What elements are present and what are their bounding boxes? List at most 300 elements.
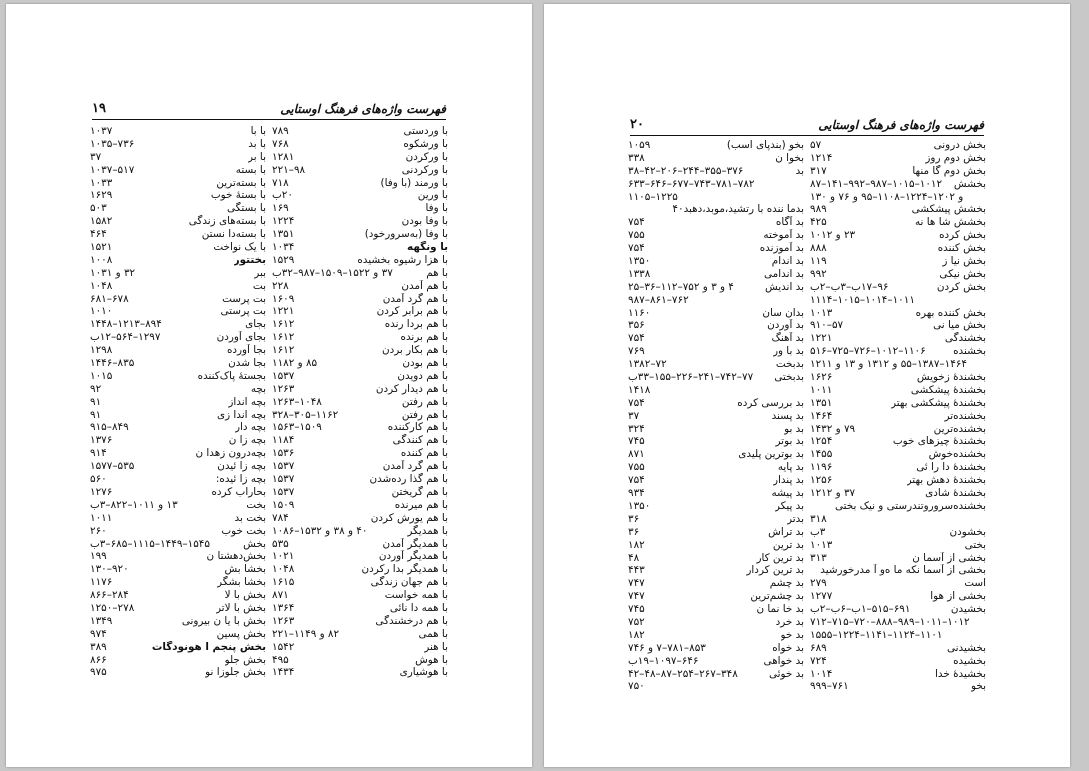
- entry-word: با هم بودن: [402, 357, 448, 370]
- entry-refs: ۸۵۳–۷۸۱–۷ و ۷۴۶: [628, 641, 706, 654]
- entry-word: بخشندهٔ شادی: [925, 487, 986, 500]
- entry-word: بخشش: [953, 177, 986, 190]
- entry-refs: ۳۷ و ۱۲۱۲: [810, 487, 856, 500]
- entry-refs: ۱۰۲۱: [272, 550, 295, 563]
- index-entry: [90, 628, 266, 641]
- index-entry: [628, 552, 804, 565]
- index-entry: [810, 255, 986, 268]
- entry-word: بد ترین: [772, 538, 804, 551]
- entry-refs: ۱۶۱۲: [272, 318, 295, 331]
- entry-word: بخش نیا ز: [942, 255, 986, 268]
- running-title: فهرست واژه‌های فرهنگ اوستایی: [818, 118, 984, 132]
- entry-refs: ۵۷: [810, 139, 822, 151]
- entry-word: بد پیشه: [771, 487, 804, 500]
- index-entry: [628, 616, 804, 629]
- entry-refs: ۱۰۱۱–۱۰۱۴–۱۰۱۵–۱۱۱۴: [810, 293, 915, 306]
- index-entry: [90, 331, 266, 344]
- entry-word: است: [964, 577, 986, 590]
- entry-refs: ۴۲۵: [810, 216, 827, 229]
- index-entry: [272, 305, 448, 318]
- entry-word: با همدیگر آمدن: [382, 537, 448, 550]
- entry-refs: ۱۰۱۲–۱۰۱۱–۹۸۹–۸۸۸–۷۲۰–۷۱۵–۷۱۲: [810, 615, 970, 628]
- entry-refs: ۷۵۵: [628, 461, 645, 474]
- entry-word: بچه دار: [234, 421, 266, 434]
- entry-refs: ۱۲۷۶: [90, 485, 113, 498]
- entry-word: با هنر: [424, 640, 448, 653]
- entry-refs: ۷۸۹: [272, 125, 289, 137]
- index-entry: [628, 590, 804, 603]
- entry-word: با هم: [426, 266, 448, 279]
- index-entry: [272, 641, 448, 654]
- entry-word: بخشودن: [949, 525, 986, 538]
- index-entry: [628, 384, 804, 397]
- entry-refs: ۱۵۰۹–۱۵۶۳: [272, 421, 322, 434]
- entry-refs: ۴۰ و ۳۸ و ۱۵۳۲–۱۰۸۶: [272, 524, 368, 537]
- index-entry: [628, 668, 804, 681]
- entry-refs: ۳۱۸: [810, 512, 827, 525]
- entry-word: بچه: [250, 382, 266, 395]
- entry-word: با ورشکوه: [403, 137, 448, 150]
- entry-refs: ۸۷۱: [628, 448, 645, 461]
- index-entry: [272, 151, 448, 164]
- entry-refs: ۷۵۲: [628, 615, 645, 628]
- entry-word: بخشندهٔ دهش بهتر: [906, 474, 986, 487]
- index-entry: [272, 125, 448, 138]
- index-entry: [628, 577, 804, 590]
- entry-refs: ۹۹۲: [810, 267, 827, 280]
- index-entry: [90, 228, 266, 241]
- entry-word: بخش دوم گا منها: [912, 164, 986, 177]
- index-entry: [810, 474, 986, 487]
- entry-refs: ۱۵۲۹: [272, 253, 295, 266]
- entry-word: با بسته‌دا نستن: [201, 228, 266, 241]
- index-entry: [810, 216, 986, 229]
- entry-refs: ۷۸۲–۷۸۱–۷۴۳–۶۷۷–۶۴۶–۶۳۳: [628, 177, 755, 190]
- entry-word: با هوش: [415, 653, 448, 666]
- entry-refs: ۱۸۲: [628, 538, 645, 551]
- index-entry: [810, 552, 986, 565]
- index-entry: [272, 164, 448, 177]
- entry-refs: ۱۰۱۰: [90, 305, 113, 318]
- entry-refs: ۷۶۱–۹۹۹: [810, 680, 849, 693]
- index-entry: [90, 177, 266, 190]
- entry-word: بدبختی: [774, 371, 804, 384]
- entry-word: بد خرد: [775, 615, 804, 628]
- entry-word: بخت خوب: [221, 524, 266, 537]
- index-entry: [90, 473, 266, 486]
- entry-refs: ۱۳۶۴: [272, 601, 295, 614]
- entry-word: بخشش شا ها نه: [914, 216, 986, 229]
- index-entry: [810, 332, 986, 345]
- entry-refs: ۹۱۴: [90, 447, 107, 460]
- index-entry: [90, 538, 266, 551]
- entry-word: بت پرست: [222, 292, 266, 305]
- index-entry: [628, 345, 804, 358]
- entry-word: بخشیده: [953, 654, 986, 667]
- index-entry: [628, 139, 804, 152]
- entry-refs: ۱۰۱۱: [90, 511, 113, 524]
- entry-refs: ۱۲۶۳: [272, 614, 295, 627]
- index-entry: [628, 319, 804, 332]
- index-entry: [628, 410, 804, 423]
- index-entry: [628, 513, 804, 526]
- index-entry: [628, 229, 804, 242]
- index-entry: [810, 668, 986, 681]
- entry-refs: ۷۴۷: [628, 590, 645, 603]
- entry-refs: ۱۰۱۵: [90, 369, 113, 382]
- page-number: ۲۰: [630, 117, 644, 132]
- index-entry: [628, 435, 804, 448]
- entry-refs: ۹۲: [90, 382, 102, 395]
- index-entry: [810, 410, 986, 423]
- entry-word: بخش نیکی: [939, 267, 986, 280]
- index-entry: [90, 344, 266, 357]
- index-entry: [90, 666, 266, 679]
- entry-word: بخت: [246, 498, 266, 511]
- entry-refs: ۲۷۸–۱۲۵۰: [90, 601, 135, 614]
- entry-word: بخش با لا: [224, 589, 266, 602]
- index-entry: [810, 487, 986, 500]
- index-entry: [628, 358, 804, 371]
- index-entry: [810, 281, 986, 294]
- entry-refs: ۱۰۳۴: [272, 241, 295, 254]
- entry-refs: ۳۷۶–۳۵۵–۲۴۴–۲۰۶–۴۲–۳۸: [628, 164, 744, 177]
- entry-word: بدبخت: [775, 358, 804, 371]
- entry-word: بخشنده‌ترین: [933, 422, 986, 435]
- entry-word: با ونگهه: [407, 241, 448, 254]
- index-entry: [272, 215, 448, 228]
- entry-refs: ۱۳۳۸: [628, 267, 651, 280]
- entry-refs: ۱۱۹۶: [810, 461, 833, 474]
- entry-refs: ۱۰۵۹: [628, 139, 651, 151]
- entry-refs: ۱۵۳۷: [272, 485, 295, 498]
- index-entry: [90, 215, 266, 228]
- entry-refs: ۱۰۳۷: [90, 125, 113, 137]
- index-entry: [628, 526, 804, 539]
- index-column-right: [272, 125, 448, 679]
- index-entry: [272, 550, 448, 563]
- page-number: ۱۹: [92, 101, 106, 116]
- index-entry: [628, 165, 804, 178]
- index-entry: [90, 512, 266, 525]
- entry-word: بحاراب کرده: [211, 485, 266, 498]
- entry-word: با وردستی: [403, 125, 448, 137]
- index-entry: [90, 383, 266, 396]
- entry-refs: ۱۰۱۳: [810, 306, 833, 319]
- index-entry: [628, 371, 804, 384]
- entry-word: با همدیگر آوردن: [378, 550, 448, 563]
- index-entry: [90, 602, 266, 615]
- entry-word: بجای آوردن: [216, 331, 266, 344]
- entry-refs: ۱۲۲۴: [272, 215, 295, 228]
- entry-refs: ۱۰۱۲–۱۰۱۵–۹۸۷–۹۹۲–۱۴۱–۸۷: [810, 177, 943, 190]
- entry-word: با هم رفتن: [401, 408, 448, 421]
- entry-word: با ورکردن: [405, 150, 448, 163]
- entry-word: بد خا نما ن: [756, 603, 804, 616]
- entry-refs: ۱۵۴۲: [272, 640, 295, 653]
- entry-refs: ۷۲–۱۳۸۲: [628, 358, 667, 371]
- entry-refs: ۳۴۸–۲۶۷–۲۵۴–۸۷–۴۸–۴۲: [628, 667, 738, 680]
- entry-word: بدما ننده با رتشید،موبد،دهبد۴۰: [672, 203, 804, 216]
- entry-refs: ۷۵۴: [628, 474, 645, 487]
- index-entry: [272, 512, 448, 525]
- index-entry: [272, 563, 448, 576]
- index-entry: [810, 191, 986, 204]
- index-entry: [272, 202, 448, 215]
- entry-refs: ۱۴۶۴: [810, 409, 833, 422]
- index-entry: [90, 151, 266, 164]
- entry-refs: ۱۲۲۱: [810, 332, 833, 345]
- entry-word: با هم بردا رنده: [384, 318, 448, 331]
- index-entry: [272, 318, 448, 331]
- entry-refs: ۷۶۹: [628, 345, 645, 358]
- index-entry: [628, 500, 804, 513]
- index-entry: [90, 267, 266, 280]
- entry-refs: ۱۵۰۹: [272, 498, 295, 511]
- entry-refs: ۱۶۱۵: [272, 576, 295, 589]
- index-entry: [810, 500, 986, 513]
- index-entry: [628, 191, 804, 204]
- entry-refs: ۱۲۱۴: [810, 151, 833, 164]
- entry-word: با همدیگر بدا رکردن: [361, 563, 448, 576]
- entry-word: بخوا ن: [775, 151, 804, 164]
- entry-word: بخش جلوزا نو: [205, 666, 266, 679]
- index-entry: [90, 654, 266, 667]
- entry-word: بخشی از آسما ن: [912, 551, 986, 564]
- entry-refs: ۵۳۵–۱۵۷۷: [90, 460, 135, 473]
- entry-refs: ۱۰۱۴: [810, 667, 833, 680]
- index-entry: [272, 447, 448, 460]
- index-entry: [272, 434, 448, 447]
- entry-word: بخشندهٔ دا را ئی: [916, 461, 986, 474]
- entry-refs: ۳۷: [628, 409, 640, 422]
- entry-word: بخش دوم روز: [925, 151, 986, 164]
- entry-word: بد خواهی: [763, 654, 804, 667]
- index-entry: [272, 396, 448, 409]
- index-entry: [628, 152, 804, 165]
- entry-word: بخشنده‌خوش: [928, 448, 986, 461]
- entry-refs: ۱۳۷۶: [90, 434, 113, 447]
- index-entry: [272, 666, 448, 679]
- entry-refs: ۸۵ و ۱۱۸۲: [272, 357, 318, 370]
- index-entry: [628, 603, 804, 616]
- entry-word: ببر: [254, 266, 266, 279]
- entry-refs: ۷۴۵: [628, 603, 645, 616]
- index-entry: [90, 434, 266, 447]
- entry-refs: ۱۳۵۰: [628, 255, 651, 268]
- index-entry: [628, 539, 804, 552]
- entry-refs: ۱۳۴۹: [90, 614, 113, 627]
- entry-word: بخو (بندپای اسب): [726, 139, 804, 151]
- entry-refs: ۸۹۴–۱۲۱۳–۱۴۴۸: [90, 318, 162, 331]
- entry-word: با بسته‌ٔ خوب: [210, 189, 266, 202]
- index-entry: [810, 590, 986, 603]
- entry-refs: ۹۱: [90, 395, 102, 408]
- entry-word: بد: [795, 164, 804, 177]
- entry-word: بد پسند: [771, 409, 804, 422]
- entry-word: بخشندهٔ پیشکشی: [910, 383, 986, 396]
- entry-word: با بسته‌ترین: [216, 176, 266, 189]
- entry-word: با هم برابر کردن: [376, 305, 448, 318]
- entry-word: بخش کننده: [937, 242, 986, 255]
- entry-word: بخشا بشگر: [217, 576, 266, 589]
- entry-word: بخشنده‌تر: [944, 409, 986, 422]
- index-entry: [810, 165, 986, 178]
- entry-word: با ورکردنی: [401, 163, 448, 176]
- entry-refs: ۱۲۶۳: [272, 382, 295, 395]
- entry-refs: ۷۸۴: [272, 511, 289, 524]
- entry-word: با هوشیاری: [399, 666, 448, 679]
- index-entry: [628, 307, 804, 320]
- entry-word: بد آهنگ: [771, 332, 804, 345]
- index-entry: [272, 538, 448, 551]
- index-entry: [810, 564, 986, 577]
- index-entry: [810, 307, 986, 320]
- index-entry: [810, 448, 986, 461]
- index-entry: [90, 409, 266, 422]
- entry-refs: ۱۶۱۲: [272, 331, 295, 344]
- entry-refs: ۱۲۸۱: [272, 150, 295, 163]
- entry-word: بد ترین کار: [756, 551, 804, 564]
- entry-word: با هم درخشندگی: [375, 614, 448, 627]
- entry-word: بخت بد: [234, 511, 266, 524]
- entry-word: بخش کردن: [936, 280, 986, 293]
- index-entry: [272, 241, 448, 254]
- entry-word: با بد: [248, 137, 266, 150]
- entry-word: بت: [252, 279, 266, 292]
- entry-refs: ۸۶۶: [90, 653, 107, 666]
- entry-refs: ۲۰ب: [272, 189, 293, 202]
- index-entry: [628, 203, 804, 216]
- entry-refs: ۱۴۱۸: [628, 383, 651, 396]
- index-entry: [90, 499, 266, 512]
- entry-word: با هم میرنده: [394, 498, 448, 511]
- entry-word: با همی: [418, 627, 448, 640]
- entry-word: با همه دا نائی: [389, 601, 448, 614]
- entry-word: با هم دویدن: [397, 369, 448, 382]
- entry-refs: ۷۴۵: [628, 435, 645, 448]
- entry-refs: ۳ب: [810, 525, 826, 538]
- index-entry: [272, 589, 448, 602]
- index-entry: [628, 629, 804, 642]
- entry-word: بخش درونی: [933, 139, 986, 151]
- entry-refs: ۹۸–۲۲۱: [272, 163, 306, 176]
- index-entry: [628, 178, 804, 191]
- entry-word: با همدیگر: [407, 524, 448, 537]
- entry-refs: ۱۳۵۱: [810, 396, 833, 409]
- entry-refs: ۱۲۹۸: [90, 344, 113, 357]
- entry-word: با وفا (به‌سرورخود): [364, 228, 448, 241]
- entry-word: بت پرستی: [220, 305, 266, 318]
- index-entry: [628, 461, 804, 474]
- entry-word: با بسته: [235, 163, 266, 176]
- entry-refs: ۱۱۹: [810, 255, 827, 268]
- page-header: [630, 112, 984, 136]
- entry-refs: ۳۷: [90, 150, 102, 163]
- index-entry: [810, 178, 986, 191]
- entry-refs: ۱۶۲۹: [90, 189, 113, 202]
- index-entry: [628, 255, 804, 268]
- entry-word: با هم گرد آمدن: [382, 292, 448, 305]
- entry-word: بد اندیش: [764, 280, 804, 293]
- index-entry: [90, 318, 266, 331]
- entry-word: بخشش پیشکشی: [911, 203, 986, 216]
- entry-refs: ۸۸۸: [810, 242, 827, 255]
- index-body: [90, 125, 448, 679]
- entry-word: بدان سان: [762, 306, 804, 319]
- entry-word: بختتور: [233, 253, 266, 266]
- index-entry: [272, 486, 448, 499]
- index-entry: [628, 642, 804, 655]
- entry-refs: ۱۶۱۲: [272, 344, 295, 357]
- entry-refs: ۱۶۲۶: [810, 371, 833, 384]
- entry-word: بجای: [245, 318, 266, 331]
- entry-refs: ۳۸۹: [90, 640, 107, 653]
- entry-refs: ۷۵۴: [628, 216, 645, 229]
- entry-word: بخشنده: [953, 345, 986, 358]
- entry-word: با بسته‌های زندگی: [188, 215, 266, 228]
- entry-word: با با: [250, 125, 266, 137]
- entry-word: بختی: [964, 538, 986, 551]
- index-entry: [90, 589, 266, 602]
- entry-refs: ۱۵۳۶: [272, 447, 295, 460]
- entry-word: بخش جلو: [224, 653, 266, 666]
- index-entry: [810, 435, 986, 448]
- index-entry: [272, 421, 448, 434]
- index-entry: [810, 139, 986, 152]
- entry-refs: ۹۱: [90, 408, 102, 421]
- index-entry: [90, 641, 266, 654]
- index-entry: [628, 564, 804, 577]
- entry-word: بخش‌دهشتا ن: [206, 550, 266, 563]
- entry-word: بچه اندا زی: [216, 408, 266, 421]
- entry-word: بد پیکر: [774, 499, 804, 512]
- entry-word: بخشندگی: [944, 332, 986, 345]
- entry-refs: ۱۰۱۳: [810, 538, 833, 551]
- entry-word: با هم برنده: [400, 331, 448, 344]
- index-entry: [810, 513, 986, 526]
- entry-refs: ۶۴۶–۱۰۹۷–۱۹ب: [628, 654, 699, 667]
- index-entry: [272, 254, 448, 267]
- index-entry: [90, 202, 266, 215]
- entry-word: بد خوئی: [769, 667, 804, 680]
- index-entry: [90, 550, 266, 563]
- index-entry: [90, 164, 266, 177]
- index-entry: [810, 397, 986, 410]
- entry-refs: ۱۱۶۲–۳۰۵–۳۲۸: [272, 408, 339, 421]
- entry-word: بخشیدنی: [946, 641, 986, 654]
- entry-word: با وفا بودن: [401, 215, 448, 228]
- entry-refs: ۴۹۵: [272, 653, 289, 666]
- entry-word: بخش کننده بهره: [915, 306, 986, 319]
- entry-refs: ۳۲ و ۱۰۳۱: [90, 266, 136, 279]
- index-entry: [90, 241, 266, 254]
- entry-refs: ۷۴۷: [628, 577, 645, 590]
- entry-word: بچه‌درون زهدا ن: [195, 447, 266, 460]
- entry-word: با هم کنندگی: [392, 434, 448, 447]
- entry-refs: ۵۷–۹۱۰: [810, 319, 844, 332]
- entry-refs: ۱۰۳۳: [90, 176, 113, 189]
- entry-word: با هم دیدار کردن: [375, 382, 448, 395]
- entry-word: بخشیدن: [950, 603, 986, 616]
- running-title: فهرست واژه‌های فرهنگ اوستایی: [280, 102, 446, 116]
- index-entry: [628, 487, 804, 500]
- entry-word: بجا شدن: [228, 357, 266, 370]
- index-entry: [90, 357, 266, 370]
- entry-refs: ۱۴۳۴: [272, 666, 295, 679]
- entry-refs: ۱۰۴۸: [272, 563, 295, 576]
- entry-refs: ۸۲ و ۱۱۴۹–۲۲۱: [272, 627, 340, 640]
